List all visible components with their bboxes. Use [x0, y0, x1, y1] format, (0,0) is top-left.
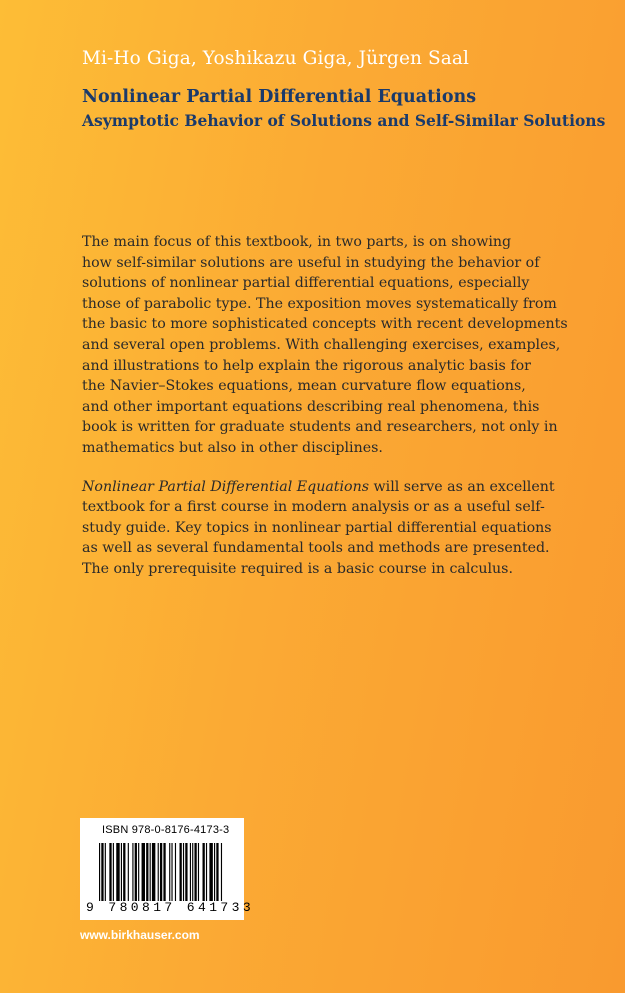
barcode-bar: [194, 843, 196, 901]
blurb-line: book is written for graduate students and researchers, not only in: [82, 419, 558, 436]
barcode-bar: [146, 843, 148, 901]
blurb-line: the Navier–Stokes equations, mean curvature flow equations,: [82, 378, 526, 395]
publisher-url[interactable]: www.birkhauser.com: [80, 928, 200, 942]
blurb-line: as well as several fundamental tools and methods are presented.: [82, 540, 550, 557]
back-cover-blurb: [82, 232, 572, 580]
book-title: Nonlinear Partial Differential Equations: [82, 87, 477, 107]
blurb-line: and illustrations to help explain the rigorous analytic basis for: [82, 357, 531, 374]
blurb-line: those of parabolic type. The exposition moves systematically from: [82, 295, 557, 312]
book-subtitle: Asymptotic Behavior of Solutions and Self-Similar Solutions: [82, 111, 606, 130]
blurb-line: solutions of nonlinear partial differential equations, especially: [82, 275, 530, 292]
isbn-barcode-box: [80, 818, 255, 920]
barcode-bar: [135, 843, 137, 901]
blurb-line: textbook for a first course in modern analysis or as a useful self-: [82, 499, 545, 516]
barcode-bar: [203, 843, 205, 901]
barcode-bar: [101, 843, 103, 901]
blurb-line: how self-similar solutions are useful in studying the behavior of: [82, 254, 540, 271]
barcode-bar: [99, 843, 100, 901]
barcode-bar: [142, 843, 145, 901]
blurb-line: and other important equations describing real phenomena, this: [82, 398, 540, 415]
barcode-bar: [185, 843, 187, 901]
blurb-line: The only prerequisite required is a basic course in calculus.: [82, 560, 513, 577]
barcode-bar: [190, 843, 191, 901]
barcode-bar: [109, 843, 111, 901]
barcode-bar: [216, 843, 218, 901]
barcode-bar: [128, 843, 129, 901]
barcode-bar: [105, 843, 106, 901]
barcode-bar: [132, 843, 133, 901]
barcode-bar: [152, 843, 155, 901]
barcode-bar: [180, 843, 182, 901]
paragraph-gap: [82, 459, 572, 477]
barcode-bar: [123, 843, 125, 901]
barcode-bar: [198, 843, 199, 901]
blurb-line: study guide. Key topics in nonlinear partial differential equations: [82, 519, 552, 536]
italic-book-title: Nonlinear Partial Differential Equations: [82, 478, 369, 495]
barcode-bar: [169, 843, 170, 901]
barcode-bar: [163, 843, 165, 901]
blurb-line: The main focus of this textbook, in two parts, is on showing: [82, 234, 512, 250]
barcode-bar: [116, 843, 119, 901]
blurb-line: the basic to more sophisticated concepts with recent developments: [82, 316, 568, 333]
barcode-bar: [160, 843, 162, 901]
barcode-bar: [158, 843, 159, 901]
authors: Mi-Ho Giga, Yoshikazu Giga, Jürgen Saal: [82, 48, 470, 69]
barcode-bar: [138, 843, 139, 901]
barcode-bar: [121, 843, 122, 901]
barcode-bar: [183, 843, 184, 901]
barcode-bar: [206, 843, 207, 901]
barcode-bar: [209, 843, 212, 901]
barcode-bar: [214, 843, 215, 901]
blurb-line: mathematics but also in other disciplines.: [82, 439, 383, 456]
barcode-digits: 9 780817 641733: [86, 900, 255, 915]
barcode-bar: [150, 843, 151, 901]
barcode-icon: [99, 843, 225, 901]
blurb-line: and several open problems. With challenging exercises, examples,: [82, 336, 561, 353]
blurb-line-rest: will serve as an excellent: [369, 478, 555, 495]
barcode-bar: [175, 843, 176, 901]
barcode-bar: [171, 843, 172, 901]
blurb-line: [82, 477, 572, 498]
barcode-bar: [221, 843, 222, 901]
isbn-label: ISBN 978-0-8176-4173-3: [102, 824, 230, 836]
barcode-bar: [192, 843, 193, 901]
barcode-bar: [113, 843, 114, 901]
